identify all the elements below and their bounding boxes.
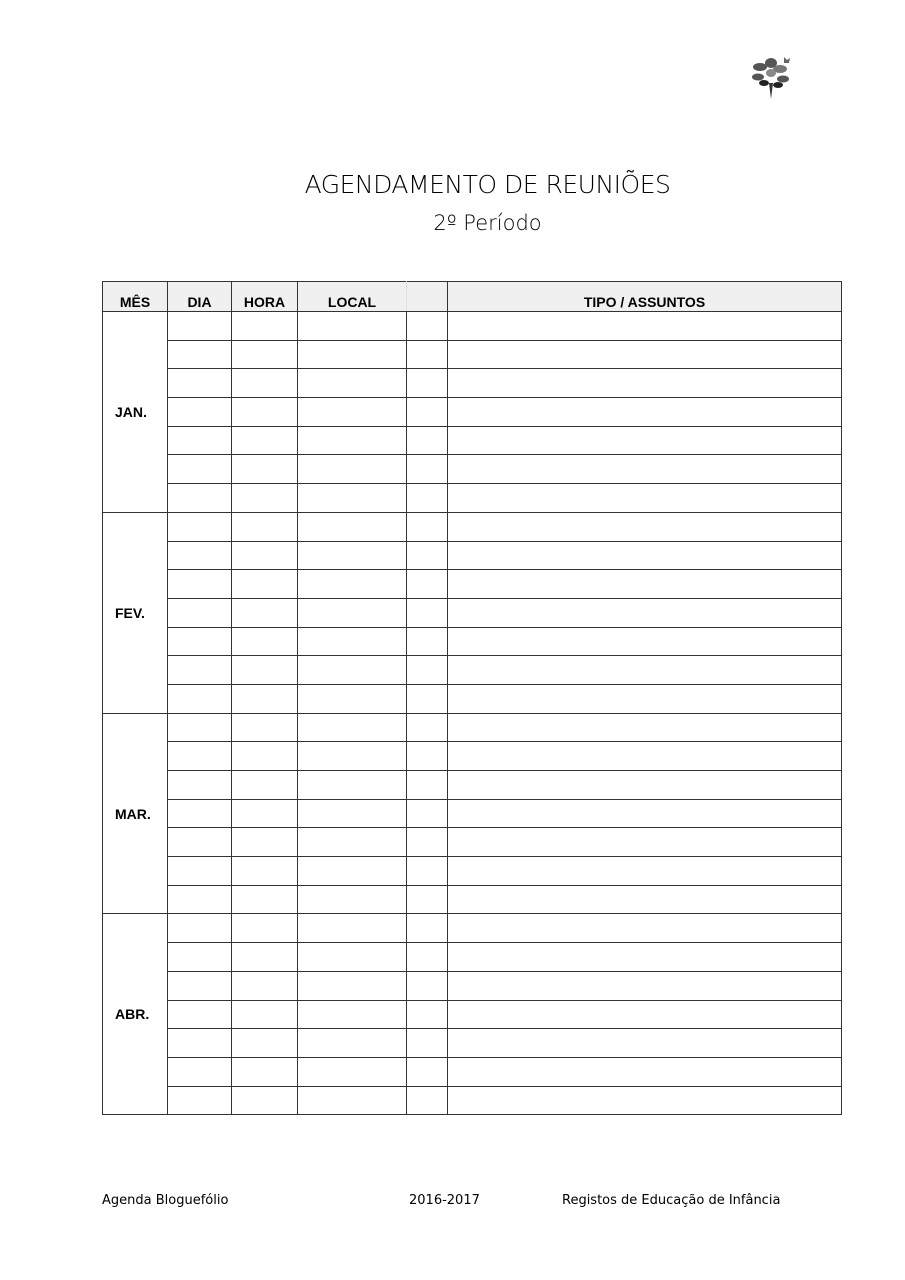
- table-row: [103, 914, 842, 943]
- page-subtitle: 2º Período: [433, 211, 542, 235]
- topics-cell[interactable]: [448, 426, 842, 455]
- table-row: [103, 455, 842, 484]
- day-cell[interactable]: [168, 943, 232, 972]
- location-cell[interactable]: [298, 684, 407, 713]
- location-extra-cell[interactable]: [407, 512, 448, 541]
- time-cell[interactable]: [232, 398, 298, 427]
- location-cell[interactable]: [298, 426, 407, 455]
- location-cell[interactable]: [298, 1029, 407, 1058]
- table-row: [103, 971, 842, 1000]
- location-extra-cell[interactable]: [407, 1029, 448, 1058]
- table-row: [103, 627, 842, 656]
- time-cell[interactable]: [232, 771, 298, 800]
- day-cell[interactable]: [168, 885, 232, 914]
- col-header-month: MÊS: [103, 282, 168, 312]
- topics-cell[interactable]: [448, 312, 842, 341]
- table-row: [103, 570, 842, 599]
- location-extra-cell[interactable]: [407, 914, 448, 943]
- topics-cell[interactable]: [448, 799, 842, 828]
- day-cell[interactable]: [168, 541, 232, 570]
- meetings-table: [102, 281, 842, 1115]
- table-row: [103, 943, 842, 972]
- day-cell[interactable]: [168, 398, 232, 427]
- topics-cell[interactable]: [448, 598, 842, 627]
- table-row: [103, 857, 842, 886]
- day-cell[interactable]: [168, 684, 232, 713]
- footer-left: Agenda Bloguefólio: [102, 1193, 229, 1208]
- location-extra-cell[interactable]: [407, 541, 448, 570]
- topics-cell[interactable]: [448, 570, 842, 599]
- location-extra-cell[interactable]: [407, 713, 448, 742]
- location-extra-cell[interactable]: [407, 857, 448, 886]
- location-cell[interactable]: [298, 1000, 407, 1029]
- table-row: [103, 541, 842, 570]
- day-cell[interactable]: [168, 656, 232, 685]
- day-cell[interactable]: [168, 570, 232, 599]
- day-cell[interactable]: [168, 857, 232, 886]
- month-cell: JAN.: [103, 312, 168, 513]
- location-cell[interactable]: [298, 398, 407, 427]
- time-cell[interactable]: [232, 684, 298, 713]
- topics-cell[interactable]: [448, 398, 842, 427]
- topics-cell[interactable]: [448, 1057, 842, 1086]
- col-header-location: LOCAL: [298, 282, 407, 312]
- footer-center: 2016-2017: [409, 1193, 480, 1208]
- topics-cell[interactable]: [448, 713, 842, 742]
- location-extra-cell[interactable]: [407, 426, 448, 455]
- location-cell[interactable]: [298, 369, 407, 398]
- day-cell[interactable]: [168, 484, 232, 513]
- location-extra-cell[interactable]: [407, 627, 448, 656]
- location-cell[interactable]: [298, 312, 407, 341]
- location-extra-cell[interactable]: [407, 771, 448, 800]
- day-cell[interactable]: [168, 799, 232, 828]
- location-cell[interactable]: [298, 598, 407, 627]
- topics-cell[interactable]: [448, 484, 842, 513]
- location-extra-cell[interactable]: [407, 828, 448, 857]
- time-cell[interactable]: [232, 943, 298, 972]
- location-extra-cell[interactable]: [407, 1086, 448, 1115]
- location-extra-cell[interactable]: [407, 742, 448, 771]
- location-extra-cell[interactable]: [407, 885, 448, 914]
- location-extra-cell[interactable]: [407, 943, 448, 972]
- table-row: [103, 1000, 842, 1029]
- table-row: [103, 312, 842, 341]
- table-row: [103, 771, 842, 800]
- location-cell[interactable]: [298, 1057, 407, 1086]
- time-cell[interactable]: [232, 799, 298, 828]
- table-row: [103, 340, 842, 369]
- location-cell[interactable]: [298, 570, 407, 599]
- footer-right: Registos de Educação de Infância: [562, 1193, 781, 1208]
- table-row: [103, 426, 842, 455]
- topics-cell[interactable]: [448, 914, 842, 943]
- tree-logo-icon: [750, 53, 792, 101]
- location-extra-cell[interactable]: [407, 484, 448, 513]
- time-cell[interactable]: [232, 512, 298, 541]
- location-cell[interactable]: [298, 713, 407, 742]
- location-cell[interactable]: [298, 1086, 407, 1115]
- time-cell[interactable]: [232, 340, 298, 369]
- location-cell[interactable]: [298, 828, 407, 857]
- day-cell[interactable]: [168, 771, 232, 800]
- table-row: [103, 828, 842, 857]
- time-cell[interactable]: [232, 627, 298, 656]
- location-cell[interactable]: [298, 771, 407, 800]
- topics-cell[interactable]: [448, 1086, 842, 1115]
- time-cell[interactable]: [232, 885, 298, 914]
- time-cell[interactable]: [232, 1000, 298, 1029]
- topics-cell[interactable]: [448, 857, 842, 886]
- day-cell[interactable]: [168, 742, 232, 771]
- table-row: [103, 656, 842, 685]
- topics-cell[interactable]: [448, 1000, 842, 1029]
- table-row: [103, 799, 842, 828]
- topics-cell[interactable]: [448, 455, 842, 484]
- time-cell[interactable]: [232, 369, 298, 398]
- location-cell[interactable]: [298, 971, 407, 1000]
- topics-cell[interactable]: [448, 340, 842, 369]
- col-header-topics: TIPO / ASSUNTOS: [448, 282, 842, 312]
- day-cell[interactable]: [168, 312, 232, 341]
- topics-cell[interactable]: [448, 369, 842, 398]
- location-extra-cell[interactable]: [407, 598, 448, 627]
- table-row: [103, 512, 842, 541]
- topics-cell[interactable]: [448, 627, 842, 656]
- time-cell[interactable]: [232, 713, 298, 742]
- table-row: [103, 598, 842, 627]
- table-row: [103, 1086, 842, 1115]
- time-cell[interactable]: [232, 914, 298, 943]
- topics-cell[interactable]: [448, 771, 842, 800]
- location-cell[interactable]: [298, 484, 407, 513]
- time-cell[interactable]: [232, 570, 298, 599]
- time-cell[interactable]: [232, 312, 298, 341]
- day-cell[interactable]: [168, 713, 232, 742]
- location-cell[interactable]: [298, 541, 407, 570]
- day-cell[interactable]: [168, 828, 232, 857]
- location-extra-cell[interactable]: [407, 799, 448, 828]
- location-cell[interactable]: [298, 340, 407, 369]
- topics-cell[interactable]: [448, 943, 842, 972]
- time-cell[interactable]: [232, 455, 298, 484]
- topics-cell[interactable]: [448, 512, 842, 541]
- day-cell[interactable]: [168, 512, 232, 541]
- table-row: [103, 713, 842, 742]
- topics-cell[interactable]: [448, 828, 842, 857]
- month-cell: FEV.: [103, 512, 168, 713]
- location-extra-cell[interactable]: [407, 656, 448, 685]
- time-cell[interactable]: [232, 742, 298, 771]
- topics-cell[interactable]: [448, 656, 842, 685]
- topics-cell[interactable]: [448, 1029, 842, 1058]
- col-header-time: HORA: [232, 282, 298, 312]
- time-cell[interactable]: [232, 426, 298, 455]
- location-cell[interactable]: [298, 857, 407, 886]
- day-cell[interactable]: [168, 1057, 232, 1086]
- location-cell[interactable]: [298, 943, 407, 972]
- day-cell[interactable]: [168, 627, 232, 656]
- location-extra-cell[interactable]: [407, 1057, 448, 1086]
- topics-cell[interactable]: [448, 684, 842, 713]
- topics-cell[interactable]: [448, 971, 842, 1000]
- location-extra-cell[interactable]: [407, 684, 448, 713]
- location-extra-cell[interactable]: [407, 312, 448, 341]
- day-cell[interactable]: [168, 914, 232, 943]
- location-cell[interactable]: [298, 656, 407, 685]
- day-cell[interactable]: [168, 1086, 232, 1115]
- table-row: [103, 684, 842, 713]
- table-row: [103, 1057, 842, 1086]
- col-header-day: DIA: [168, 282, 232, 312]
- location-extra-cell[interactable]: [407, 1000, 448, 1029]
- col-header-blank: [407, 282, 448, 312]
- location-extra-cell[interactable]: [407, 570, 448, 599]
- time-cell[interactable]: [232, 971, 298, 1000]
- table-header-row: [103, 282, 842, 312]
- table-row: [103, 484, 842, 513]
- time-cell[interactable]: [232, 857, 298, 886]
- topics-cell[interactable]: [448, 541, 842, 570]
- table-row: [103, 369, 842, 398]
- location-cell[interactable]: [298, 455, 407, 484]
- day-cell[interactable]: [168, 369, 232, 398]
- month-cell: MAR.: [103, 713, 168, 914]
- day-cell[interactable]: [168, 971, 232, 1000]
- location-cell[interactable]: [298, 627, 407, 656]
- table-row: [103, 742, 842, 771]
- table-row: [103, 1029, 842, 1058]
- day-cell[interactable]: [168, 426, 232, 455]
- location-extra-cell[interactable]: [407, 369, 448, 398]
- day-cell[interactable]: [168, 1029, 232, 1058]
- location-extra-cell[interactable]: [407, 340, 448, 369]
- time-cell[interactable]: [232, 1057, 298, 1086]
- location-cell[interactable]: [298, 799, 407, 828]
- page-title: AGENDAMENTO DE REUNIÕES: [304, 170, 671, 199]
- time-cell[interactable]: [232, 598, 298, 627]
- topics-cell[interactable]: [448, 885, 842, 914]
- location-cell[interactable]: [298, 742, 407, 771]
- table-row: [103, 885, 842, 914]
- location-extra-cell[interactable]: [407, 398, 448, 427]
- location-cell[interactable]: [298, 885, 407, 914]
- time-cell[interactable]: [232, 828, 298, 857]
- day-cell[interactable]: [168, 340, 232, 369]
- time-cell[interactable]: [232, 541, 298, 570]
- location-cell[interactable]: [298, 512, 407, 541]
- table-row: [103, 398, 842, 427]
- time-cell[interactable]: [232, 484, 298, 513]
- day-cell[interactable]: [168, 1000, 232, 1029]
- month-cell: ABR.: [103, 914, 168, 1115]
- time-cell[interactable]: [232, 1086, 298, 1115]
- location-extra-cell[interactable]: [407, 971, 448, 1000]
- topics-cell[interactable]: [448, 742, 842, 771]
- time-cell[interactable]: [232, 656, 298, 685]
- day-cell[interactable]: [168, 598, 232, 627]
- day-cell[interactable]: [168, 455, 232, 484]
- location-extra-cell[interactable]: [407, 455, 448, 484]
- location-cell[interactable]: [298, 914, 407, 943]
- time-cell[interactable]: [232, 1029, 298, 1058]
